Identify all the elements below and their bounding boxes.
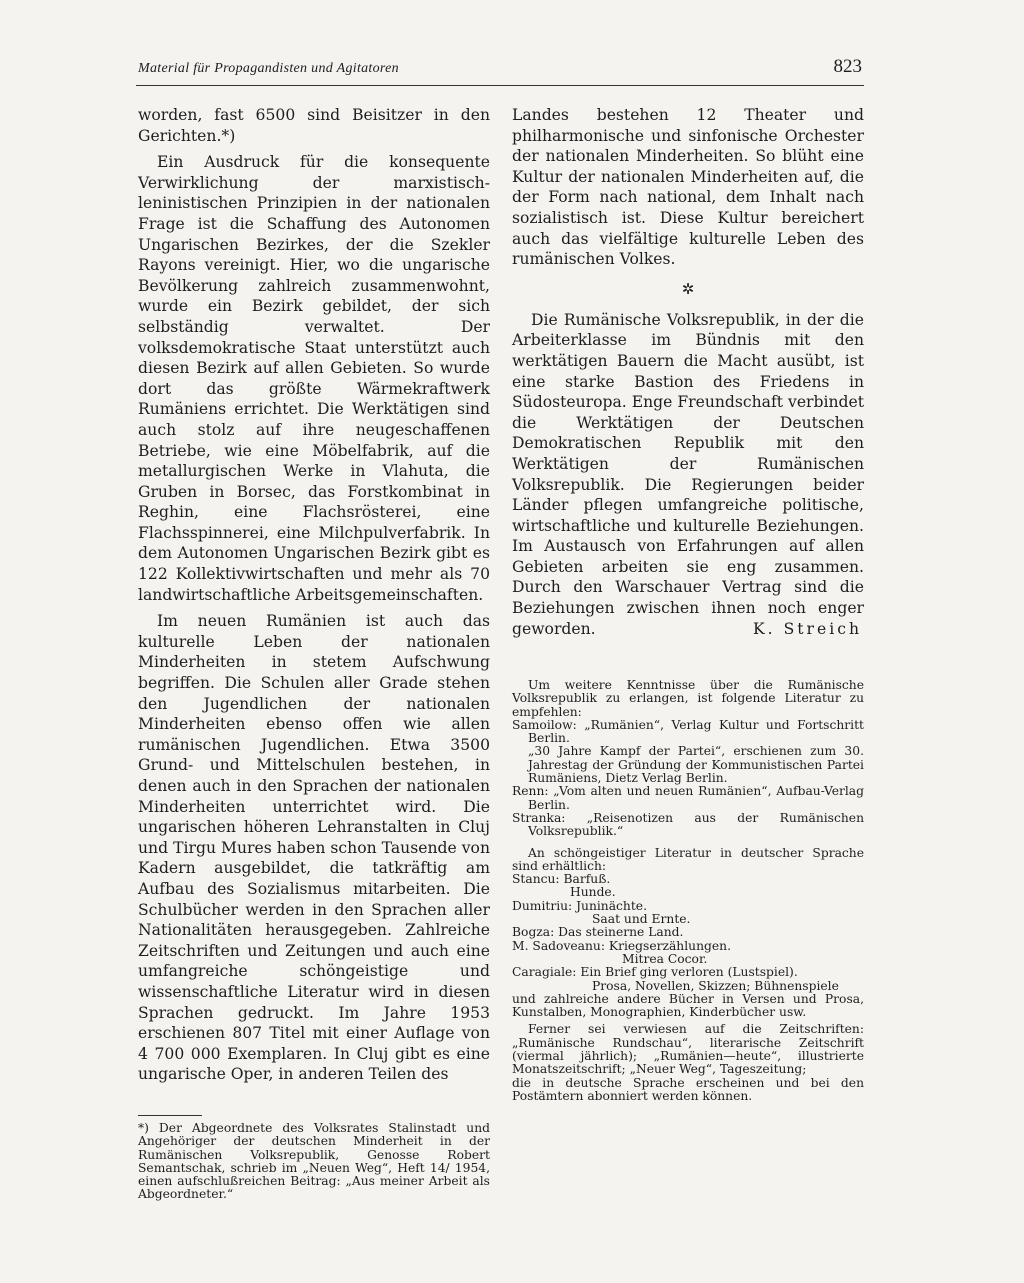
- book-stancu: Stancu: Barfuß.: [512, 872, 611, 887]
- literature-item-renn: Renn: „Vom alten und neuen Rumänien“, Aufbau-Verlag Berlin.: [512, 784, 864, 812]
- paragraph-autonomous-region: Ein Ausdruck für die konsequente Verwirklichung der marxistisch-leninistischen Prinzipien in der nationalen Frage ist die Schaffung des Autonomen Ungarischen Bezirkes, der die Szekler Rayons vereinigt. Hier, wo die ungarische Bevölkerung zahlreich zusammenwohnt, wurde ein Bezirk gebildet, der sich selbständig verwaltet. Der volksdemokratische Staat unterstützt auch diesen Bezirk auf allen Gebieten. So wurde dort das größte Wärmekraftwerk Rumäniens errichtet. Die Werktätigen sind auch stolz auf ihre neugeschaffenen Betriebe, wie eine Möbelfabrik, auf die metallurgischen Werke in Vlahuta, die Gruben in Borsec, das Forstkombinat in Reghin, eine Flachsrösterei, eine Flachsspinnerei, eine Milchpulverfabrik. In dem Autonomen Ungarischen Bezirk gibt es 122 Kollektivwirtschaften und mehr als 70 landwirtschaftliche Arbeitsgemeinschaften.: [138, 153, 490, 604]
- book-sadoveanu-2: Mitrea Cocor.: [622, 951, 708, 966]
- section-separator-star: ✲: [681, 279, 695, 298]
- literature-item-samoilow-2: „30 Jahre Kampf der Partei“, erschienen zum 30. Jahrestag der Gründung der Kommunistischen Partei Rumäniens, Dietz Verlag Berlin.: [528, 744, 864, 786]
- book-sadoveanu: M. Sadoveanu: Kriegserzählungen.: [512, 938, 731, 953]
- footnote-rule: [138, 1115, 202, 1116]
- paragraph-theaters: Landes bestehen 12 Theater und philharmonische und sinfonische Orchester der nationalen Minderheiten. So blüht eine Kultur der nationalen Minderheiten auf, die der Form nach national, dem Inhalt nach sozialistisch ist. Diese Kultur bereichert auch das vielfältige kulturelle Leben des rumänischen Volkes.: [512, 106, 864, 269]
- literature-intro: Um weitere Kenntnisse über die Rumänische Volksrepublik zu erlangen, ist folgende Literatur zu empfehlen:: [512, 678, 864, 719]
- book-dumitriu-2: Saat und Ernte.: [592, 912, 691, 927]
- paragraph-culture: Im neuen Rumänien ist auch das kulturelle Leben der nationalen Minderheiten in stetem Aufschwung begriffen. Die Schulen aller Grade stehen den Jugendlichen der nationalen Minderheiten ebenso offen wie allen rumänischen Jugendlichen. Etwa 3500 Grund- und Mittelschulen bestehen, in denen auch in den Sprachen der nationalen Minderheiten unterrichtet wird. Die ungarischen höheren Lehranstalten in Cluj und Tirgu Mures haben schon Tausende von Kadern ausgebildet, die tatkräftig am Aufbau des Sozialismus mitarbeiten. Die Schulbücher werden in den Sprachen aller Nationalitäten herausgegeben. Zahlreiche Zeitschriften und Zeitungen und auch eine umfangreiche schöngeistige und wissenschaftliche Literatur wird in diesen Sprachen gedruckt. Im Jahre 1953 erschienen 807 Titel mit einer Auflage von 4 700 000 Exemplaren. In Cluj gibt es eine ungarische Oper, in anderen Teilen des: [138, 612, 490, 1084]
- paragraph-friendship: Die Rumänische Volksrepublik, in der die Arbeiterklasse im Bündnis mit den werktätigen Bauern die Macht ausübt, ist eine starke Bastion des Friedens in Südosteuropa. Enge Freundschaft verbindet die Werktätigen der Deutschen Demokratischen Republik mit den Werktätigen der Rumänischen Volksrepublik. Die Regierungen beider Länder pflegen umfangreiche politische, wirtschaftliche und kulturelle Beziehungen. Im Austausch von Erfahrungen auf allen Gebieten arbeiten sie eng zusammen. Durch den Warschauer Vertrag sind die Beziehungen zwischen ihnen noch enger geworden.: [512, 310, 864, 638]
- literature-magazines: Ferner sei verwiesen auf die Zeitschriften: „Rumänische Rundschau“, literarische Zeitschrift (viermal jährlich); „Rumänien—heute“, illustrierte Monatszeitschrift; „Neuer Weg“, Tageszeitung;: [512, 1022, 864, 1077]
- book-caragiale: Caragiale: Ein Brief ging verloren (Lustspiel).: [512, 965, 798, 980]
- footnote-text: *) Der Abgeordnete des Volksrates Stalinstadt und Angehöriger der deutschen Minderheit in der Rumänischen Volksrepublik, Genosse Robert Semantschak, schrieb im „Neuen Weg“, Heft 14/ 1954, einen aufschlußreichen Beitrag: „Aus meiner Arbeit als Abgeordneter.“: [138, 1121, 490, 1202]
- literature-recommendations: [512, 679, 864, 1103]
- author-signature: K. Streich: [753, 619, 862, 638]
- literature-closing: die in deutsche Sprache erscheinen und bei den Postämtern abonniert werden können.: [512, 1075, 864, 1103]
- running-header: [136, 55, 864, 86]
- paragraph-continuation: worden, fast 6500 sind Beisitzer in den Gerichten.*): [138, 106, 490, 145]
- literature-item-stranka: Stranka: „Reisenotizen aus der Rumänischen Volksrepublik.“: [512, 810, 864, 839]
- book-dumitriu: Dumitriu: Juninächte.: [512, 898, 647, 913]
- literature-others: und zahlreiche andere Bücher in Versen und Prosa, Kunstalben, Monographien, Kinderbücher usw.: [512, 991, 864, 1020]
- belletristik-intro: An schöngeistiger Literatur in deutscher Sprache sind erhältlich:: [512, 845, 864, 873]
- left-column: [138, 105, 490, 1085]
- book-caragiale-2: Prosa, Novellen, Skizzen; Bühnenspiele: [592, 978, 839, 993]
- right-column: [512, 105, 864, 639]
- page-number: 823: [833, 56, 862, 77]
- running-title: Material für Propagandisten und Agitatoren: [138, 61, 399, 76]
- book-bogza: Bogza: Das steinerne Land.: [512, 925, 684, 940]
- book-stancu-2: Hunde.: [570, 885, 616, 900]
- literature-item-samoilow: Samoilow: „Rumänien“, Verlag Kultur und Fortschritt Berlin.: [512, 717, 864, 746]
- footnote: [138, 1105, 490, 1202]
